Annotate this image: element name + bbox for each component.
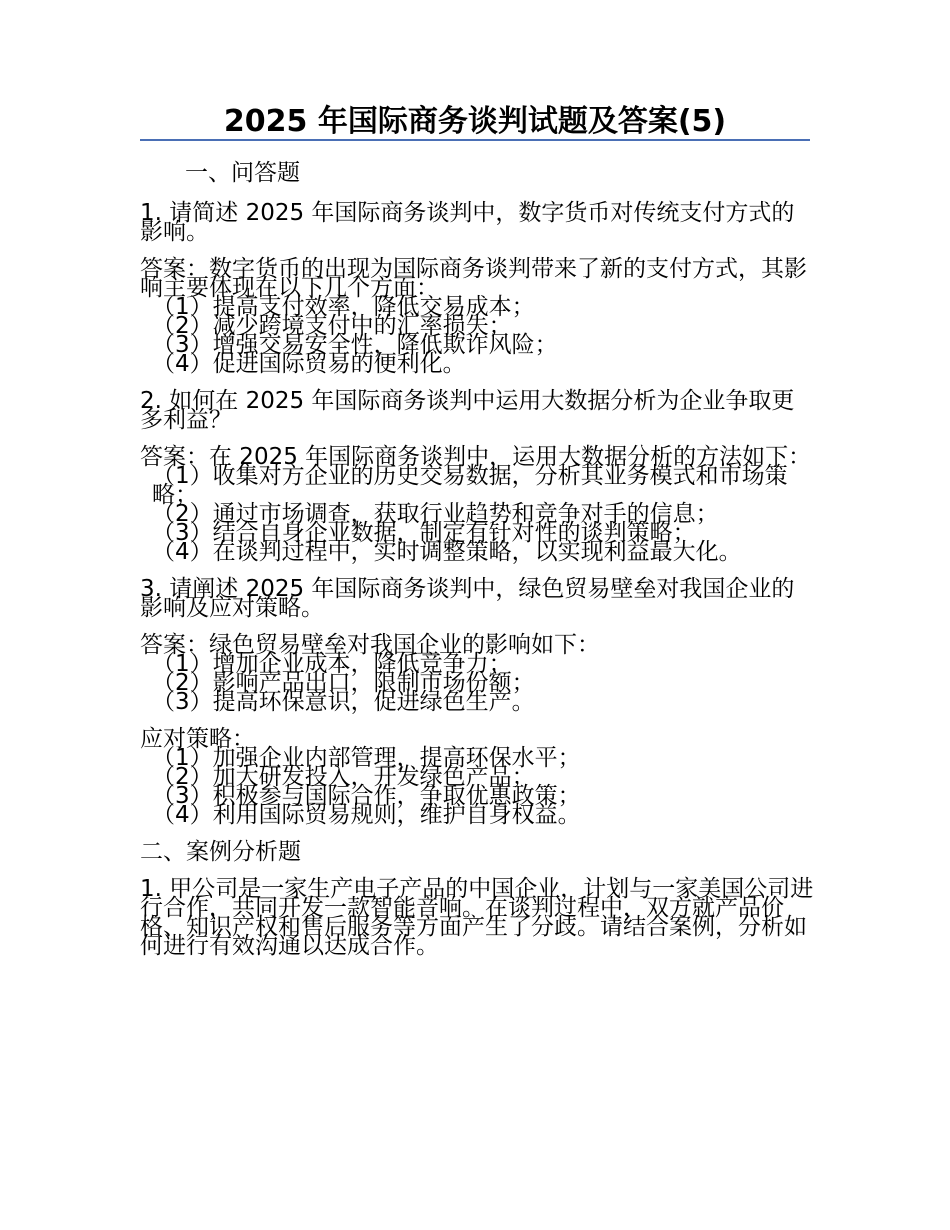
answer-1-item: （4）促进国际贸易的便利化。 (152, 351, 466, 377)
answer-2-item: （2）通过市场调查，获取行业趋势和竞争对手的信息； (152, 501, 719, 527)
strategy-item: （4）利用国际贸易规则，维护自身权益。 (152, 802, 581, 828)
answer-1-intro: 答案：数字货币的出现为国际商务谈判带来了新的支付方式，其影响主要体现在以下几个方面： (140, 256, 807, 301)
strategy-item: （3）积极参与国际合作，争取优惠政策； (152, 783, 581, 809)
answer-2-item: （1）收集对方企业的历史交易数据，分析其业务模式和市场策略； (152, 463, 788, 508)
section-heading-qa: 一、问答题 (185, 160, 300, 186)
title-underline (140, 139, 810, 141)
strategy-heading: 应对策略： (140, 726, 255, 752)
answer-2-intro: 答案：在 2025 年国际商务谈判中，运用大数据分析的方法如下： (140, 444, 812, 470)
question-3: 3. 请阐述 2025 年国际商务谈判中，绿色贸易壁垒对我国企业的影响及应对策略。 (140, 576, 795, 621)
question-1: 1. 请简述 2025 年国际商务谈判中，数字货币对传统支付方式的影响。 (140, 200, 795, 245)
question-2: 2. 如何在 2025 年国际商务谈判中运用大数据分析为企业争取更多利益？ (140, 388, 795, 433)
answer-2-item: （4）在谈判过程中，实时调整策略，以实现利益最大化。 (152, 539, 742, 565)
answer-1-item: （2）减少跨境支付中的汇率损失； (152, 313, 512, 339)
document-title: 2025 年国际商务谈判试题及答案(5) (223, 104, 727, 139)
answer-3-item: （2）影响产品出口，限制市场份额； (152, 670, 535, 696)
strategy-item: （1）加强企业内部管理，提高环保水平； (152, 745, 581, 771)
case-1: 1. 甲公司是一家生产电子产品的中国企业，计划与一家美国公司进行合作，共同开发一款智能音响。在谈判过程中，双方就产品价格、知识产权和售后服务等方面产生了分歧。请结合案例，分析如何进行有效沟通以达成合作。 (140, 876, 814, 959)
answer-3-intro: 答案：绿色贸易壁垒对我国企业的影响如下： (140, 632, 600, 658)
strategy-item: （2）加大研发投入，开发绿色产品； (152, 764, 535, 790)
answer-3-item: （1）增加企业成本，降低竞争力； (152, 651, 512, 677)
answer-2-item: （3）结合自身企业数据，制定有针对性的谈判策略； (152, 520, 696, 546)
document-body (140, 158, 815, 959)
section-heading-case: 二、案例分析题 (140, 839, 301, 865)
answer-1-item: （1）提高支付效率，降低交易成本； (152, 294, 535, 320)
answer-1-item: （3）增强交易安全性，降低欺诈风险； (152, 332, 558, 358)
answer-3-item: （3）提高环保意识，促进绿色生产。 (152, 689, 535, 715)
